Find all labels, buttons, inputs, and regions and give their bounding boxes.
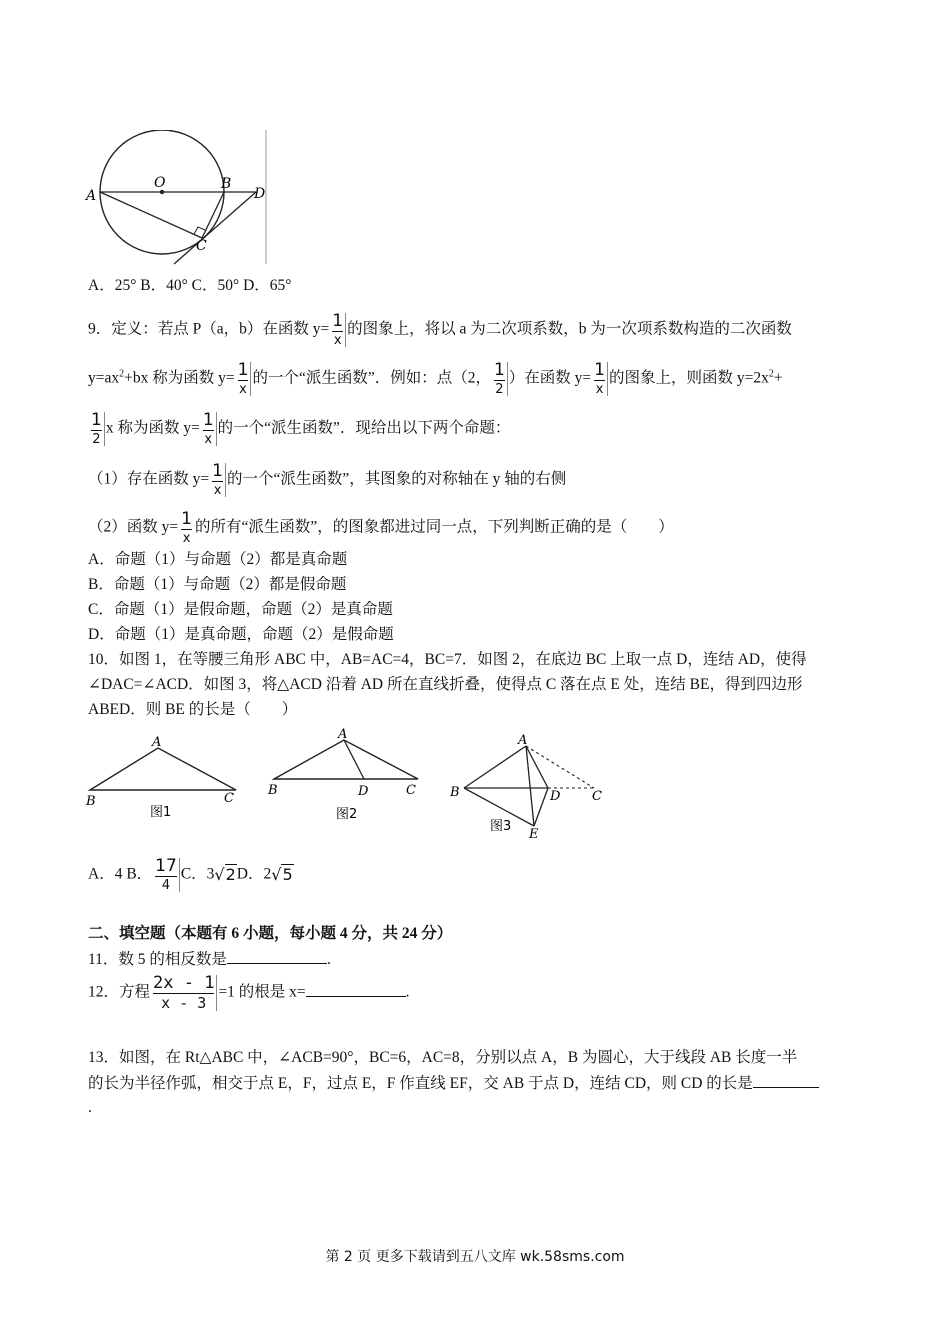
q11: [88, 949, 331, 970]
frac-num: 1: [181, 509, 192, 529]
fraction-1-over-x: [210, 463, 226, 497]
label-c: C: [224, 791, 234, 806]
q13-line1: 13．如图，在 Rt△ABC 中，∠ACB=90°，BC=6，AC=8，分别以点 A，B 为圆心，大于线段 AB 长度一半: [88, 1049, 798, 1066]
fraction-1-over-x: [179, 511, 194, 545]
frac-den: x: [239, 382, 247, 397]
q11-text: 11．数 5 的相反数是: [88, 951, 227, 968]
q9-line5-a: （2）函数 y=: [88, 518, 179, 536]
q12-text-a: 12．方程: [88, 983, 151, 1001]
frac-num: 17: [155, 856, 177, 876]
q10-options: [88, 858, 294, 892]
q8-options: A．25° B．40° C．50° D．65°: [88, 277, 292, 294]
page-footer: 第 2 页 更多下载请到五八文库 wk.58sms.com: [325, 1249, 625, 1265]
answer-blank[interactable]: [227, 949, 327, 964]
q12-end: .: [405, 983, 410, 1001]
q9-line3: [88, 412, 510, 446]
q9-option-b: B．命题（1）与命题（2）都是假命题: [88, 576, 347, 593]
frac-num: 1: [332, 311, 344, 331]
label-b: B: [450, 785, 460, 800]
figure-2: [264, 724, 434, 828]
fraction-equation: [151, 975, 217, 1011]
label-d: D: [358, 784, 369, 799]
label-e: E: [529, 827, 539, 842]
label-b: B: [86, 794, 96, 809]
segment-ed: [534, 788, 548, 826]
frac-den: 4: [161, 878, 171, 893]
frac-num: 1: [594, 360, 605, 380]
q9-line5-b: 的所有“派生函数”，的图象都进过同一点，下列判断正确的是（ ）: [194, 518, 674, 536]
figure-caption: 图3: [490, 819, 512, 834]
frac-num: 1: [237, 360, 249, 380]
label-o: O: [154, 175, 166, 191]
fraction-1-over-2: [492, 362, 508, 396]
frac-den: x: [204, 432, 213, 447]
frac-den: 2: [495, 382, 504, 397]
q13-line2-text: 的长为半径作弧，相交于点 E，F，过点 E，F 作直线 EF，交 AB 于点 D，连结 CD，则 CD 的长是: [88, 1075, 753, 1092]
answer-blank[interactable]: [753, 1073, 819, 1088]
answer-blank[interactable]: [306, 982, 406, 997]
frac-num: 1: [493, 360, 505, 380]
fraction-1-over-x: [330, 313, 346, 347]
q13-line3: .: [88, 1099, 92, 1116]
exp: 2: [119, 368, 125, 380]
q12-text-b: =1 的根是 x=: [218, 983, 306, 1001]
label-b: B: [221, 176, 232, 192]
right-angle-mark: [194, 227, 205, 234]
q9-line3-a: x 称为函数 y=: [105, 419, 200, 437]
q10-line1: 10．如图 1，在等腰三角形 ABC 中，AB=AC=4，BC=7．如图 2，在底边 BC 上取一点 D，连结 AD，使得: [88, 651, 807, 668]
label-a: A: [152, 735, 162, 750]
frac-den: x: [213, 483, 222, 498]
frac-den: x - 3: [161, 994, 207, 1012]
radicand: 2: [225, 865, 236, 884]
q9-line1: [88, 313, 792, 347]
frac-num: 1: [212, 461, 223, 481]
circle-figure: [84, 130, 284, 270]
fraction-17-over-4: [153, 858, 180, 892]
sqrt-symbol: √5: [271, 865, 293, 884]
section-2-heading: 二、填空题（本题有 6 小题，每小题 4 分，共 24 分）: [88, 925, 453, 942]
line-ac: [100, 192, 202, 238]
q9-line2-c: 的一个“派生函数”．例如：点（2，: [252, 369, 491, 387]
q9-option-c: C．命题（1）是假命题，命题（2）是真命题: [88, 601, 393, 618]
frac-num: 1: [91, 410, 102, 430]
tangent-line: [174, 192, 256, 264]
triangle-abc: [90, 748, 236, 790]
q12: [88, 975, 410, 1011]
q9-line2-e: 的图象上，则函数 y=2x: [608, 369, 769, 387]
fraction-1-over-x: [592, 362, 608, 396]
figure-caption: 图1: [150, 805, 172, 820]
frac-den: x: [182, 531, 191, 546]
label-c: C: [196, 238, 207, 254]
q9-line1-b: 的图象上，将以 a 为二次项系数，b 为一次项系数构造的二次函数: [347, 320, 792, 338]
q9-line4-a: （1）存在函数 y=: [88, 470, 210, 488]
q9-line4-b: 的一个“派生函数”，其图象的对称轴在 y 轴的右侧: [226, 470, 567, 488]
q9-line2-f: +: [773, 369, 783, 387]
q9-option-a: A．命题（1）与命题（2）都是真命题: [88, 551, 348, 568]
frac-num: 2x - 1: [153, 973, 215, 993]
q9-line2-a: y=ax: [88, 369, 120, 387]
label-a: A: [86, 188, 97, 204]
q9-line2-b: +bx 称为函数 y=: [124, 369, 235, 387]
label-d: D: [254, 186, 266, 202]
figure-3: [446, 730, 611, 842]
q10-line2: ∠DAC=∠ACD．如图 3，将△ACD 沿着 AD 所在直线折叠，使得点 C 落在点 E 处，连结 BE，得到四边形: [88, 676, 803, 693]
q9-line1-a: 9．定义：若点 P（a，b）在函数 y=: [88, 320, 330, 338]
frac-num: 1: [202, 410, 214, 430]
q10-opt-c: C．3: [180, 865, 215, 883]
q9-line3-b: 的一个“派生函数”．现给出以下两个命题：: [217, 419, 511, 437]
frac-den: x: [595, 382, 604, 397]
label-a: A: [338, 727, 348, 742]
label-a: A: [518, 733, 528, 748]
radicand: 5: [282, 865, 293, 884]
q9-option-d: D．命题（1）是真命题，命题（2）是假命题: [88, 626, 394, 643]
q9-line4: [88, 463, 566, 497]
fraction-1-over-2: [89, 412, 105, 446]
dashed-ac: [526, 746, 594, 788]
fraction-1-over-x: [236, 362, 252, 396]
q10-opt-d: D．2: [236, 865, 272, 883]
q13-line2: [88, 1073, 819, 1094]
label-c: C: [592, 789, 602, 804]
frac-den: x: [333, 333, 342, 348]
q10-opt-a: A．4 B．: [88, 865, 153, 883]
label-b: B: [268, 783, 278, 798]
q9-line5: [88, 511, 674, 545]
label-d: D: [550, 789, 561, 804]
line-bc: [202, 192, 224, 238]
segment-ab: [464, 746, 526, 788]
frac-den: 2: [92, 432, 101, 447]
figure-1: [84, 732, 249, 827]
triangle-abc: [274, 740, 418, 779]
q10-line3: ABED．则 BE 的长是（ ）: [88, 701, 298, 718]
fraction-1-over-x: [201, 412, 217, 446]
label-c: C: [406, 783, 416, 798]
exp: 2: [768, 368, 774, 380]
q9-line2-d: ）在函数 y=: [508, 369, 592, 387]
figure-caption: 图2: [336, 807, 358, 822]
q9-line2: [88, 362, 783, 396]
q11-end: .: [326, 951, 331, 968]
sqrt-symbol: √2: [214, 865, 236, 884]
